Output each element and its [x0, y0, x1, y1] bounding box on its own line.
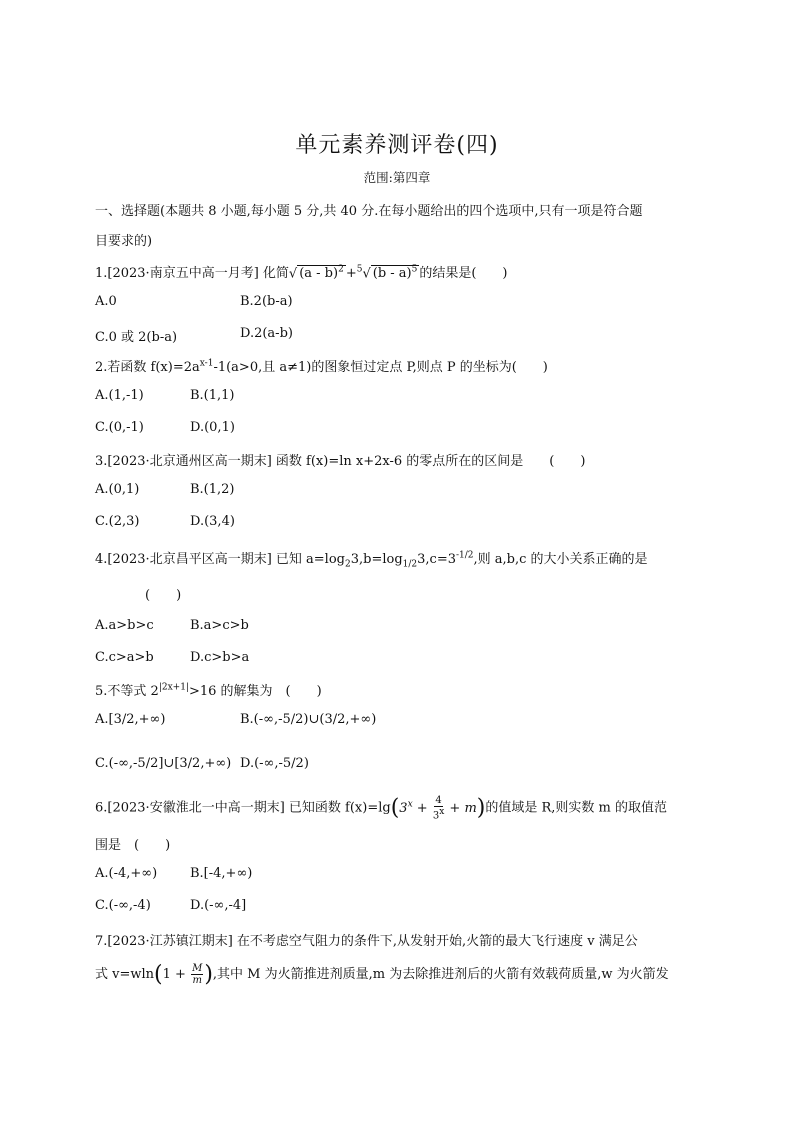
q3-option-b[interactable]: B.(1,2) — [190, 482, 235, 497]
section-intro-line1: 一、选择题(本题共 8 小题,每小题 5 分,共 40 分.在每小题给出的四个选项中,只有一项是符合题 — [95, 204, 643, 219]
section-intro-line2: 目要求的) — [95, 234, 153, 249]
page-title: 单元素养测评卷(四) — [295, 133, 499, 158]
q2-option-c[interactable]: C.(0,-1) — [95, 420, 144, 435]
q3-option-c[interactable]: C.(2,3) — [95, 514, 140, 529]
question-3-stem: 3.[2023·北京通州区高一期末] 函数 f(x)=ln x+2x-6 的零点所在的区间是 ( ) — [95, 454, 586, 469]
q4-option-b[interactable]: B.a>c>b — [190, 618, 249, 633]
q1-tail: 的结果是( ) — [419, 266, 508, 281]
q3-option-d[interactable]: D.(3,4) — [190, 514, 235, 529]
q1-option-c[interactable]: C.0 或 2(b-a) — [95, 330, 178, 345]
question-4-stem: 4.[2023·北京昌平区高一期末] 已知 $a=\log_23,b=\log_{1/2}3,c=3^{-1/2}$,则 a,b,c 的大小关系正确的是 — [95, 550, 648, 570]
q1-option-b[interactable]: B.2(b-a) — [240, 294, 293, 309]
q5-option-c[interactable]: C.(-∞,-5/2]∪[3/2,+∞) — [95, 756, 232, 771]
q3-option-a[interactable]: A.(0,1) — [95, 482, 140, 497]
q1-radical-2: √ (b - a)$^5$ — [362, 264, 418, 281]
q5-option-a[interactable]: A.[3/2,+∞) — [95, 712, 166, 727]
q2-option-a[interactable]: A.(1,-1) — [95, 388, 144, 403]
question-2-stem: 2.若函数 $f(x)=2a^{x-1}-1(a>0$,且 a≠1)的图象恒过定点 P,则点 P 的坐标为( ) — [95, 358, 548, 375]
q1-radical-1: √ (a - b)$^2$ — [288, 264, 344, 281]
q1-option-d[interactable]: D.2(a-b) — [240, 326, 293, 341]
q4-answer-paren: ( ) — [145, 588, 182, 603]
q5-option-b[interactable]: B.(-∞,-5/2)∪(3/2,+∞) — [240, 712, 377, 727]
q6-option-c[interactable]: C.(-∞,-4) — [95, 898, 151, 913]
q4-option-d[interactable]: D.c>b>a — [190, 650, 250, 665]
q4-option-c[interactable]: C.c>a>b — [95, 650, 154, 665]
q6-stem-line2: 围是 ( ) — [95, 838, 171, 853]
question-1-stem: 1.[2023·南京五中高一月考] 化简√ (a - b)$^2$ +$^5$√ (b - a)$^5$ 的结果是( ) — [95, 264, 508, 281]
question-7-stem-line1: 7.[2023·江苏镇江期末] 在不考虑空气阻力的条件下,从发射开始,火箭的最大飞行速度 v 满足公 — [95, 934, 638, 949]
question-6-stem: 6.[2023·安徽淮北一中高一期末] 已知函数 $f(x)=\lg(3^x$ + $\frac{4}{3^x}$ + m)的值域是 R,则实数 m 的取值范 — [95, 795, 668, 822]
q6-option-a[interactable]: A.(-4,+∞) — [95, 866, 158, 881]
q1-option-a[interactable]: A.0 — [95, 294, 117, 309]
q6-option-d[interactable]: D.(-∞,-4] — [190, 898, 247, 913]
question-7-stem-line2: 式 v=wln(1 + $\frac{M}{m}$ ),其中 M 为火箭推进剂质量,m 为去除推进剂后的火箭有效载荷质量,w 为火箭发 — [95, 962, 669, 987]
q2-option-b[interactable]: B.(1,1) — [190, 388, 235, 403]
question-5-stem: 5.不等式 $2^{|2x+1|}>16$ 的解集为 ( ) — [95, 682, 322, 699]
q5-option-d[interactable]: D.(-∞,-5/2) — [240, 756, 309, 771]
q6-option-b[interactable]: B.[-4,+∞) — [190, 866, 253, 881]
q4-option-a[interactable]: A.a>b>c — [95, 618, 154, 633]
q7-expression: 1 + $\frac{M}{m}$ — [162, 963, 203, 986]
q1-root-index: 5 — [356, 264, 363, 275]
q6-expression: $3^x$ + $\frac{4}{3^x}$ + m — [399, 795, 477, 822]
q1-source: 1.[2023·南京五中高一月考] 化简 — [95, 266, 289, 281]
q2-exponent: x-1 — [199, 358, 214, 369]
page-subtitle: 范围:第四章 — [363, 170, 431, 185]
q2-option-d[interactable]: D.(0,1) — [190, 420, 235, 435]
